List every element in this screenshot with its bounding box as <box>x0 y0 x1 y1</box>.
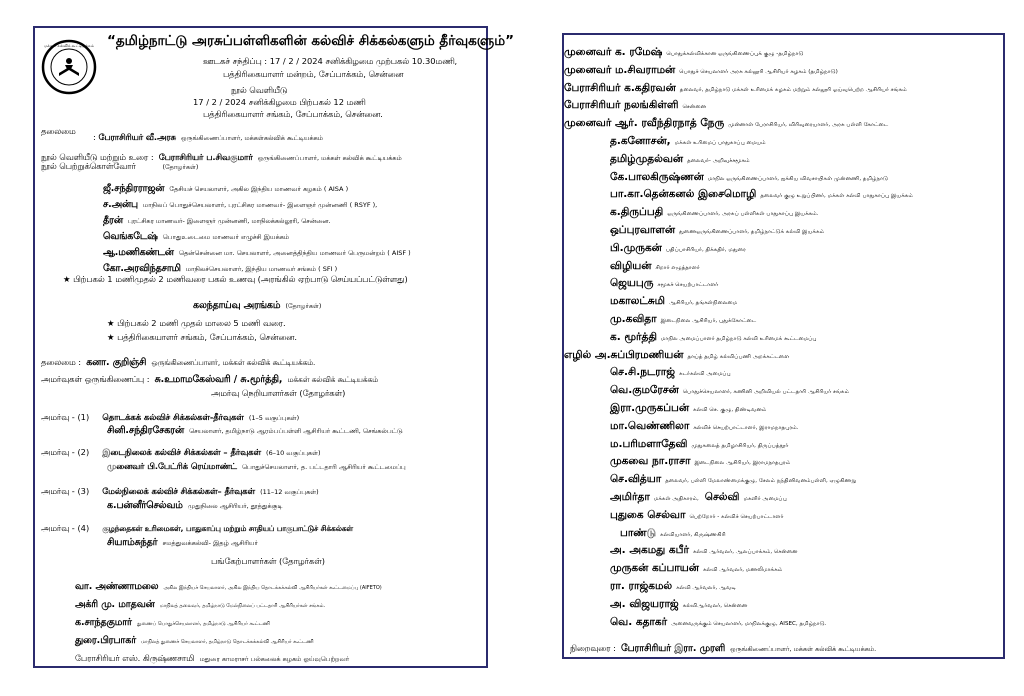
session-topic: இடைநிலைக் கல்விச் சிக்கல்கள் – தீர்வுகள் <box>102 447 261 457</box>
person-row <box>610 166 1003 184</box>
moderator-desc: சமத்துவக்கல்வி- இதழ் ஆசிரியர் <box>162 539 258 547</box>
person-name: அமிர்தா <box>610 491 650 503</box>
session-label: அமர்வு - (2) <box>41 447 90 457</box>
participant-row <box>75 575 382 593</box>
coordination-names: சு.உமாமகேஸ்வரி / சு.மூர்த்தி, <box>154 374 283 385</box>
person-desc: துணைஒருங்கிணைப்பாளர், தமிழ்நாட்டுக் கல்வி இயக்கம் <box>679 229 825 235</box>
session-place: ★ பத்திரிகையாளர் சங்கம், சேப்பாக்கம், சென்னை. <box>107 332 297 342</box>
person-name: முனைவர் ம.சிவராமன் <box>564 63 676 76</box>
moderator-row <box>107 419 403 437</box>
person-name: பேராசிரியர் நலங்கிள்ளி <box>564 99 679 112</box>
person-row <box>610 593 1003 611</box>
person-row <box>610 468 1003 486</box>
session-chair-name: கனா. குறிஞ்சி <box>86 357 147 368</box>
person-name: செ.வித்யா <box>610 473 662 486</box>
person-desc: கல்வி ஆர்வலர், மணலிமாக்கம் <box>702 567 783 574</box>
coordination-desc: மக்கள் கல்விக் கூட்டியக்கம் <box>287 375 379 384</box>
person-desc: சமூகச் செயற்பாட்டாளர் <box>657 282 719 289</box>
person-row <box>610 183 1003 201</box>
moderators-heading: அமர்வு நெறியாளர்கள் (தோழர்கள்) <box>211 388 346 398</box>
moderator-name: சினி.சந்திரசேகரன் <box>107 425 184 436</box>
person-desc: தலைவர் குழு உறுப்பினர், மக்கள் கல்வி பாதுகாப்பு இயக்கம் <box>760 193 913 200</box>
session-grades: (6–10 வகுப்புகள்) <box>266 449 321 457</box>
person-desc: தாய்த் தமிழ் கல்விப்பணி அறக்கட்டளை <box>687 353 790 360</box>
person-name: பி.முருகன் <box>610 241 662 254</box>
media-meet-place: பத்திரிகையாளர் மன்றம், சேப்பாக்கம், சென்னை <box>223 69 404 79</box>
person-row <box>564 94 1003 112</box>
person-name: செ.சி.நடராஜ் <box>610 366 675 379</box>
person-desc: பதிப்பாசிரியர், திக்கதிர், மதுரை <box>665 246 746 253</box>
chair-label: தலைமை <box>41 126 76 136</box>
lunch-note: ★ பிற்பகல் 1 மணிமுதல் 2 மணிவரை பகல் உணவு (அரங்கில் ஏற்பாடு செய்யப்பட்டுள்ளது) <box>63 274 408 284</box>
person-row <box>610 308 1003 326</box>
session-heading <box>193 294 321 312</box>
moderator-row <box>107 455 406 473</box>
coordination-line <box>41 368 378 386</box>
moderator-name: முனைவர் பி.பேட்ரிக் ரெய்மாண்ட் <box>107 461 237 471</box>
session-topic: மேல்நிலைக் கல்விச் சிக்கல்கள்– தீர்வுகள் <box>102 486 255 496</box>
person-row <box>610 575 1003 593</box>
person-row <box>610 504 1003 522</box>
person-name: க. மூர்த்தி <box>610 330 657 343</box>
person-name: அ. விஜயராஜ் <box>610 597 679 610</box>
participant-desc: மாநிலத் தலைவர், தமிழ்நாடு மேல்நிலைப் பட்டதாரி ஆசிரியர்கள் சங்கம். <box>159 603 326 609</box>
moderator-row <box>107 494 283 512</box>
session-chair-label: தலைமை : <box>41 357 82 367</box>
person-row <box>610 201 1003 219</box>
chair-line: : பேராசிரியர் வீ.அரசு ஒருங்கிணைப்பாளர், மக்கள்கல்விக் கூட்டியக்கம் <box>93 132 323 142</box>
launch-name: பேராசிரியர் ப.சிவகுமார் <box>158 152 253 162</box>
moderator-desc: செயலாளர், தமிழ்நாடு ஆரம்பப்பள்ளி ஆசிரியர் கூட்டணி, செங்கல்பட்டு <box>189 427 403 435</box>
chair-desc: ஒருங்கிணைப்பாளர், மக்கள்கல்விக் கூட்டியக்கம் <box>181 134 323 142</box>
session-chair-desc: ஒருங்கிணைப்பாளர், மக்கள் கல்விக் கூட்டியக்கம். <box>151 358 316 367</box>
session-label: அமர்வு - (3) <box>41 486 90 496</box>
person-row <box>610 255 1003 273</box>
participant-name: துரை.பிரபாகர் <box>75 635 137 646</box>
person-name: முனைவர் ஆர். ரவீந்திரநாத் நேரு <box>564 117 725 130</box>
receiver-desc: தென்சென்னை மா. செயலாளர், அனைத்திந்திய மாணவர் பெருமன்றம் ( AISF ) <box>178 249 411 257</box>
person-name: முனைவர் க. ரமேஷ் <box>564 46 663 58</box>
person-desc: கல்வி செ. குழு, திண்டிவனம் <box>693 407 767 413</box>
person-name: பேராசிரியர் க.கதிரவன் <box>564 81 676 94</box>
logo-seal-icon <box>41 39 97 95</box>
book-release-time: 17 / 2 / 2024 சனிக்கிழமை பிற்பகல் 12 மணி <box>193 97 366 107</box>
person-row <box>610 539 1003 557</box>
receiver-name: ஆ.மணிகண்டன் <box>103 247 174 258</box>
person-name: புதுகை செல்வா <box>610 508 686 521</box>
person-name: பா.கா.தென்கனல் இசைமொழி <box>610 188 757 201</box>
participant-name: அக்ரி மு. மாதவன் <box>75 599 155 610</box>
person-desc: முதுகலைத் தமிழாசிரியர், திருப்பத்தூர் <box>691 442 789 449</box>
participant-row <box>75 647 349 665</box>
receiver-desc: புரட்சிகர மாணவர்- இளைஞர் முன்னணி, மாநிலக்கல்லூரி, சென்னை. <box>127 217 331 225</box>
person-desc: மக்கள் உரிமைப் பாதுகாப்பு மையம் <box>674 140 766 146</box>
receivers-label-text: நூல் பெற்றுக்கொள்வோர் <box>41 161 136 171</box>
person-desc: தலைவர், தமிழ்நாடு மக்கள் உரிமைக் கழகம் மற்றும் கல்லூரி ஓய்வுபெற்ற ஆசிரியர் சங்கம் <box>679 86 907 93</box>
coordination-label: அமர்வுகள் ஒருங்கிணைப்பு : <box>41 374 150 384</box>
person-name: மா.வெண்ணிலா <box>610 419 690 432</box>
person-name: எழில் அ.சுப்பிரமணியன் <box>564 348 684 361</box>
person-row <box>610 486 1003 504</box>
person-name: த.கனோசன், <box>610 135 671 147</box>
receiver-name: வெங்கடேஷ் <box>103 231 158 242</box>
participant-row <box>75 629 314 647</box>
person-row <box>564 77 1003 95</box>
session-title: கலந்தாய்வு அரங்கம் <box>193 300 281 311</box>
person-name: பாண்டு <box>620 526 657 539</box>
person-row <box>610 148 1003 166</box>
person-desc: சிறார் எழுத்தாளர் <box>655 264 700 271</box>
person-name: க.திருப்பதி <box>610 206 664 219</box>
person-name: மு.கவிதா <box>610 313 657 325</box>
person-row <box>610 290 1003 308</box>
person-row <box>620 522 1003 540</box>
participant-desc: அகில இந்தியச் செயலாளர், அகில இந்திய தொடக்கக்கல்வி ஆசிரியர்கள் கூட்டமைப்பு (AIFETO) <box>163 585 382 591</box>
person-row <box>610 361 1003 379</box>
moderator-name: க.பன்னீர்செல்வம் <box>107 500 183 511</box>
session-topic: குழந்தைகள் உரிமைகள், பாதுகாப்பு மற்றும் சாதியப் பாகுபாட்டுச் சிக்கல்கள் <box>102 524 353 533</box>
person-name: ஒப்புரவாளன் <box>610 224 676 236</box>
person-desc: பொதுச் செயலாளர் அரசு கல்லூரி ஆசிரியர் கழகம் (தமிழ்நாடு) <box>679 68 838 75</box>
closing-line <box>570 637 876 655</box>
receivers-note: (தோழர்கள்) <box>162 163 199 171</box>
person-desc: தலைவர்- அறிவுச்சமூகம் <box>687 157 750 164</box>
person-desc: சுடர்கல்வி அமைப்பு <box>678 371 731 378</box>
receiver-name: ச.அன்பு <box>103 199 138 210</box>
session-grades: (11–12 வகுப்புகள்) <box>260 488 319 496</box>
receiver-desc: பொதுஉடைமை மாணவர் எழுச்சி இயக்கம் <box>162 233 290 241</box>
person-row <box>610 397 1003 415</box>
person-name: மகாலட்சுமி <box>610 295 665 308</box>
person-name: கே.பாலகிருஷ்ணன் <box>610 170 704 183</box>
person-row <box>564 59 1003 77</box>
session-note: (தோழர்கள்) <box>285 302 322 310</box>
person-row <box>610 326 1003 344</box>
person-desc: மாநில ஒருங்கிணைப்பாளர், ஐக்கிய விவசாயிகள் முன்னணி, தமிழ்நாடு <box>707 175 889 182</box>
person-desc: மக்கள் அதிகாரம், <box>653 496 699 502</box>
participants-heading: பங்கேற்பாளர்கள் (தோழர்கள்) <box>211 556 325 566</box>
person-name: வெ. கதாகர் <box>610 615 668 628</box>
person-row <box>610 557 1003 575</box>
moderator-desc: முதுநிலை ஆசிரியர், தூத்துக்குடி <box>187 502 283 510</box>
person-row <box>610 219 1003 237</box>
participant-name: க.சாந்தகுமார் <box>75 617 132 628</box>
person-desc: அனைவருக்கும் செயலாளர், மாநிலக்குழு, AISEC, தமிழ்நாடு. <box>671 620 827 627</box>
participant-desc: மாநிலத் துணைச் செயலாளர், தமிழ்நாடு தொடக்கக்கல்வி ஆசிரியர் கூட்டணி <box>141 639 314 645</box>
person-desc: கல்விஆர்வலர், சென்னை <box>682 602 748 609</box>
participant-name: பேராசிரியர் எஸ். கிருஷ்ணசாமி <box>75 653 195 663</box>
person-desc: இடைநிலை ஆசிரியர், புதுக்கோட்டை <box>660 318 757 324</box>
launch-label: நூல் வெளியீடு மற்றும் உரை : <box>41 152 154 162</box>
person-desc: பெற்றோர் - கல்விச் செயற்பாட்டாளர் <box>689 513 784 520</box>
person-row <box>610 237 1003 255</box>
person-name: அ. அகமது கபீர் <box>610 544 689 557</box>
receiver-desc: மாநிலச்செயலாளர், இந்திய மாணவர் சங்கம் ( SFI ) <box>185 265 338 273</box>
person-row <box>564 112 1003 130</box>
person-desc: தலைவர், பள்ளி மேலாண்மைக்குழு, சேலம் நந்தினிவனம்பள்ளி, ஏழுகிணறு <box>665 478 857 485</box>
person-name: முகவை நா.ராசா <box>610 455 691 468</box>
person-row <box>564 41 1003 59</box>
person-desc: மாநில அமைப்பாளர் தமிழ்நாடு கல்வி உரிமைக் கூட்டமைப்பு <box>660 335 817 342</box>
book-release-place: பத்திரிகையாளர் சங்கம், சேப்பாக்கம், சென்னை. <box>203 109 383 119</box>
person-desc: கல்விச் செயற்பாட்டாளர், இராமநாதபுரம். <box>693 424 799 431</box>
session-chair-line <box>41 351 315 369</box>
participant-row <box>75 611 270 629</box>
person-desc: பொதுக்கல்விக்கான ஒருங்கிணைப்புக் குழு -தமிழ்நாடு <box>666 51 804 57</box>
person-name: விழியன் <box>610 259 652 272</box>
person-name: இரா.முருகப்பன் <box>610 402 690 414</box>
page-title: “தமிழ்நாட்டு அரசுப்பள்ளிகளின் கல்விச் சிக்கல்களும் தீர்வுகளும்” <box>107 33 514 49</box>
person-name: வெ.குமரேசன் <box>610 384 679 397</box>
person-row <box>610 379 1003 397</box>
media-meet-line: ஊடகச் சந்திப்பு : 17 / 2 / 2024 சனிக்கிழமை முற்பகல் 10.30மணி, <box>203 56 458 66</box>
person-desc: இடைநிலை ஆசிரியர், இராமநாதபுரம் <box>694 460 791 467</box>
session-time: ★ பிற்பகல் 2 மணி முதல் மாலை 5 மணி வரை. <box>107 318 286 328</box>
participant-desc: துணைப் பொதுச்செயலாளர், தமிழ்நாடு ஆசிரியர் கூட்டணி <box>137 621 270 627</box>
closing-name: பேராசிரியர் இரா. முரளி <box>620 643 726 654</box>
person-desc: மகளிர் அமைப்பு <box>743 496 787 502</box>
person-desc: கல்வி ஆர்வலர், ஆலப்பாக்கம், சென்னை <box>692 549 798 556</box>
receiver-name: கோ.அரவிந்தசாமி <box>103 263 181 274</box>
book-release-heading: நூல் வெளியீடு <box>231 85 288 95</box>
person-row <box>610 450 1003 468</box>
person-desc: ஆசிரியர், தங்கள்நிலைமை <box>668 300 738 307</box>
person-name: ஜெயபுரு <box>610 277 654 290</box>
person-desc: சென்னை <box>682 104 707 111</box>
receiver-desc: மாநிலப் பொதுச்செயலாளர், புரட்சிகர மாணவர்- இளைஞர் முன்னணி ( RSYF ), <box>143 201 378 209</box>
receivers-label <box>41 162 198 172</box>
chair-name: பேராசிரியர் வீ.அரசு <box>98 132 176 142</box>
person-name: செல்வி <box>704 491 740 503</box>
receiver-desc: தேசியச் செயலாளர், அகில இந்திய மாணவர் கழகம் ( AISA ) <box>169 185 349 193</box>
receiver-name: ஜீ.சந்திரராஜன் <box>103 183 165 194</box>
moderator-name: சியாம்சுந்தர் <box>107 537 158 548</box>
person-desc: ஒருங்கிணைப்பாளர், அரசுப் பள்ளிகள் பாதுகாப்பு இயக்கம். <box>667 211 819 218</box>
launch-desc: ஒருங்கிணைப்பாளர், மக்கள் கல்விக் கூட்டியக்கம் <box>257 154 402 162</box>
session-label: அமர்வு - (4) <box>41 523 90 533</box>
participant-name: வா. அண்ணாமலை <box>75 581 159 592</box>
person-desc: முன்னாள் பேராசிரியர், விரிவுரையாளர், அரசு பள்ளி கோட்டை <box>728 122 889 129</box>
session-label: அமர்வு - (1) <box>41 412 90 422</box>
person-row <box>610 415 1003 433</box>
person-row <box>564 344 1003 362</box>
moderator-desc: பொதுச்செயலாளர், த. பட்டதாரி ஆசிரியர் கூட்டமைப்பு <box>241 463 406 471</box>
session-grades: (1–5 வகுப்புகள்) <box>248 414 300 422</box>
receiver-name: தீரன் <box>103 215 123 226</box>
closing-label: நிறைவுரை : <box>570 643 616 653</box>
participant-desc: மதுரை காமராசர் பல்கலைக் கழகம் ஓய்வுபெற்றவர் <box>199 655 350 663</box>
person-row <box>610 611 1003 629</box>
receiver-row <box>103 257 337 275</box>
svg-text:மக்கள் கல்விக் கூட்டியக்கம்: மக்கள் கல்விக் கூட்டியக்கம் <box>44 43 94 48</box>
left-page <box>33 26 514 668</box>
person-row <box>610 272 1003 290</box>
moderator-row <box>107 531 258 549</box>
person-row <box>610 130 1003 148</box>
person-desc: கல்வியாளர், கிருஷ்ணகிரி <box>660 531 726 538</box>
person-name: முருகன் கப்பாயன் <box>610 562 699 575</box>
person-row <box>610 433 1003 451</box>
person-name: தமிழ்முதல்வன் <box>610 152 684 165</box>
person-name: ரா. ராஜ்கமல் <box>610 580 673 592</box>
person-desc: பொதுச்செயலாளர், கணினி அறிவியல் பட்டதாரி ஆசிரியர் சங்கம் <box>682 389 850 396</box>
closing-desc: ஒருங்கிணைப்பாளர், மக்கள் கல்விக் கூட்டியக்கம். <box>730 645 877 653</box>
person-name: ம.பரிமளாதேவி <box>610 437 688 450</box>
session-topic: தொடக்கக் கல்விச் சிக்கல்கள்-தீர்வுகள் <box>102 412 244 422</box>
participant-row <box>75 593 325 611</box>
person-desc: கல்வி ஆர்வலர், ஆவடி <box>676 585 736 591</box>
right-page <box>562 33 1005 659</box>
